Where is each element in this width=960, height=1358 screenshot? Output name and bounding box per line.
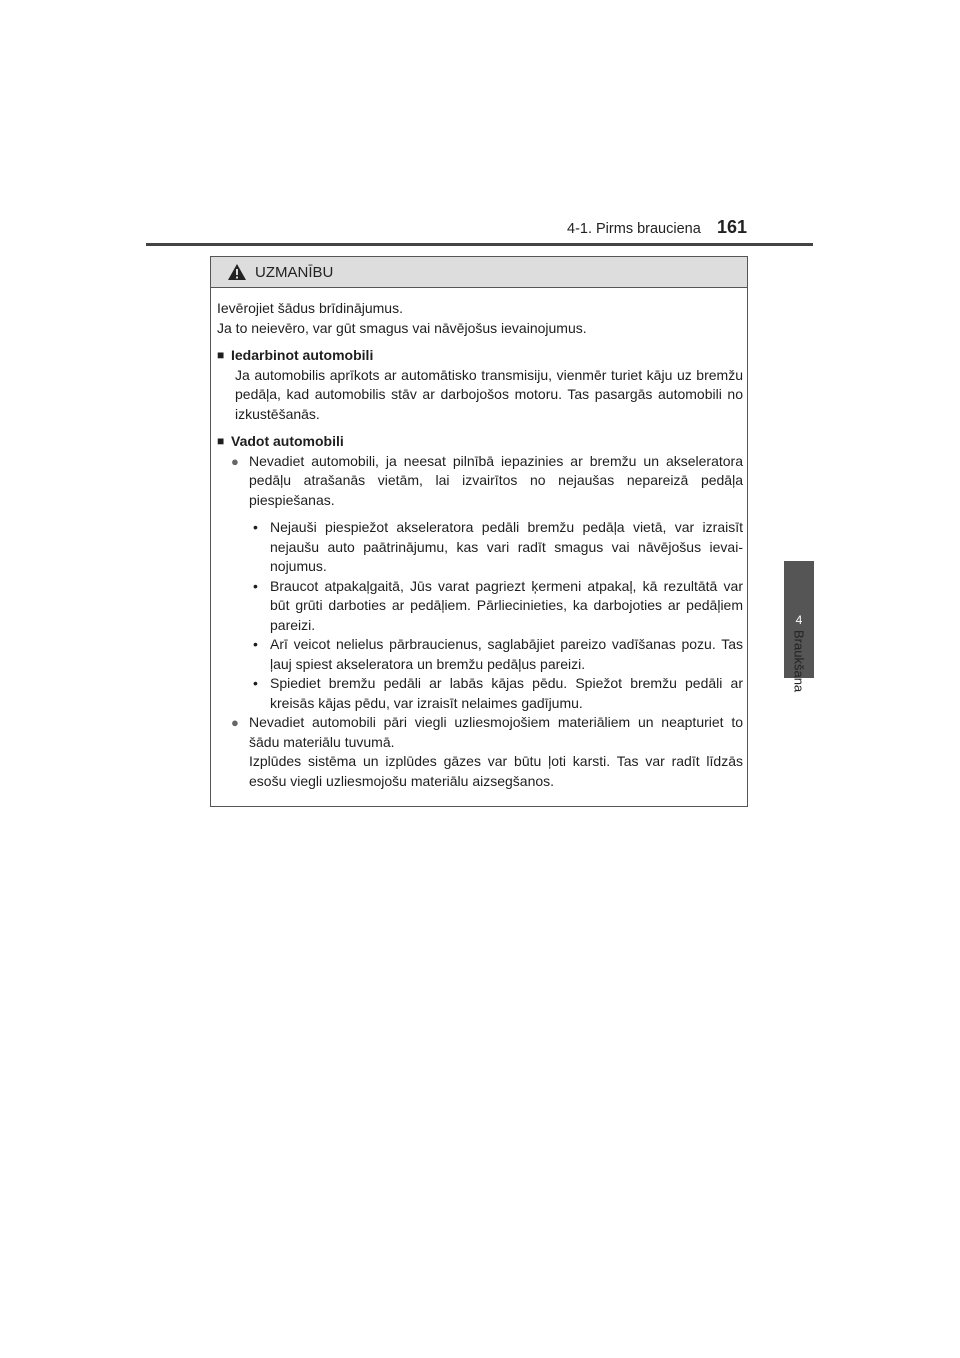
sub-item-text: Braucot atpakaļgaitā, Jūs varat pagriezt ķermeni atpakaļ, kā rezultātā var būt grūti darboties ar pedāļiem. Pārliecinieties, ka darbojoties ar pedāļiem pareizi.	[270, 577, 743, 633]
page-number: 161	[717, 217, 748, 237]
sub-item-text: Arī veicot nelielus pārbraucienus, saglabājiet pareizo vadīšanas pozu. Tas ļauj spiest akseleratora un bremžu pedāļus pareizi.	[270, 636, 743, 672]
bullet-line-2: Izplūdes sistēma un izplūdes gāzes var būtu ļoti karsti. Tas var radīt līdzās esošu viegli uzliesmojošu materiālu aizsegšanos.	[249, 753, 743, 789]
section-heading-text: Vadot automobili	[231, 433, 344, 449]
sub-list-item	[253, 635, 743, 674]
caution-title: UZMANĪBU	[255, 263, 334, 281]
bullet-text: Nevadiet automobili, ja neesat pilnībā iepazinies ar bremžu un akseleratora pedāļu atrašanās vietām, lai izvairītos no nejaušas nepareizā pedāļa piespiešanas.	[249, 452, 743, 508]
sub-list-item	[253, 674, 743, 713]
section-title: 4-1. Pirms brauciena	[567, 221, 701, 237]
dot-bullet-icon: •	[253, 675, 258, 691]
list-item	[217, 713, 743, 791]
dot-bullet-icon: •	[253, 577, 258, 594]
chapter-label-text: Braukšana	[791, 630, 807, 693]
sub-list-item	[253, 518, 743, 577]
sub-list	[217, 518, 743, 713]
bullet-text	[249, 713, 743, 791]
dot-bullet-icon: •	[253, 636, 258, 652]
intro-line-2: Ja to neievēro, var gūt smagus vai nāvējošus ievainojumus.	[217, 319, 587, 336]
dot-bullet-icon: •	[253, 519, 258, 535]
sub-item-text: Nejauši piespiežot akseleratora pedāli bremžu pedāļa vietā, var izraisīt nejaušu auto paātrinājumu, kas vari radīt smagus vai nāvējošus ievainojumus.	[270, 519, 743, 574]
caution-body	[211, 288, 747, 791]
bullet-line-1: Nevadiet automobili pāri viegli uzliesmojošiem materiāliem un neapturiet to šādu materiālu tuvumā.	[249, 714, 743, 750]
section-heading-starting	[217, 346, 743, 366]
header-rule	[146, 243, 813, 246]
caution-box	[210, 256, 748, 807]
section-heading-driving	[217, 432, 743, 452]
sub-list-item	[253, 577, 743, 636]
warning-triangle-icon	[227, 263, 247, 281]
chapter-label	[785, 630, 813, 700]
sub-item-text: Spiediet bremžu pedāli ar labās kājas pēdu. Spiežot bremžu pedāli ar kreisās kājas pēdu, var izraisīt nelaimes gadījumu.	[270, 675, 743, 711]
circle-bullet-icon: ●	[231, 715, 239, 730]
section-text-starting: Ja automobilis aprīkots ar automātisko transmisiju, vienmēr turiet kāju uz bremžu pedāļa, kad automobilis stāv ar darbojošos motoru. Tas pasargās automobili no izkustēšanās.	[235, 366, 743, 422]
circle-bullet-icon: ●	[231, 453, 239, 469]
intro-line-1: Ievērojiet šādus brīdinājumus.	[217, 300, 403, 316]
square-bullet-icon: ■	[217, 434, 225, 448]
caution-header	[211, 257, 747, 288]
chapter-number: 4	[795, 612, 803, 627]
section-heading-text: Iedarbinot automobili	[231, 347, 374, 363]
list-item	[217, 452, 743, 511]
square-bullet-icon: ■	[217, 348, 225, 362]
